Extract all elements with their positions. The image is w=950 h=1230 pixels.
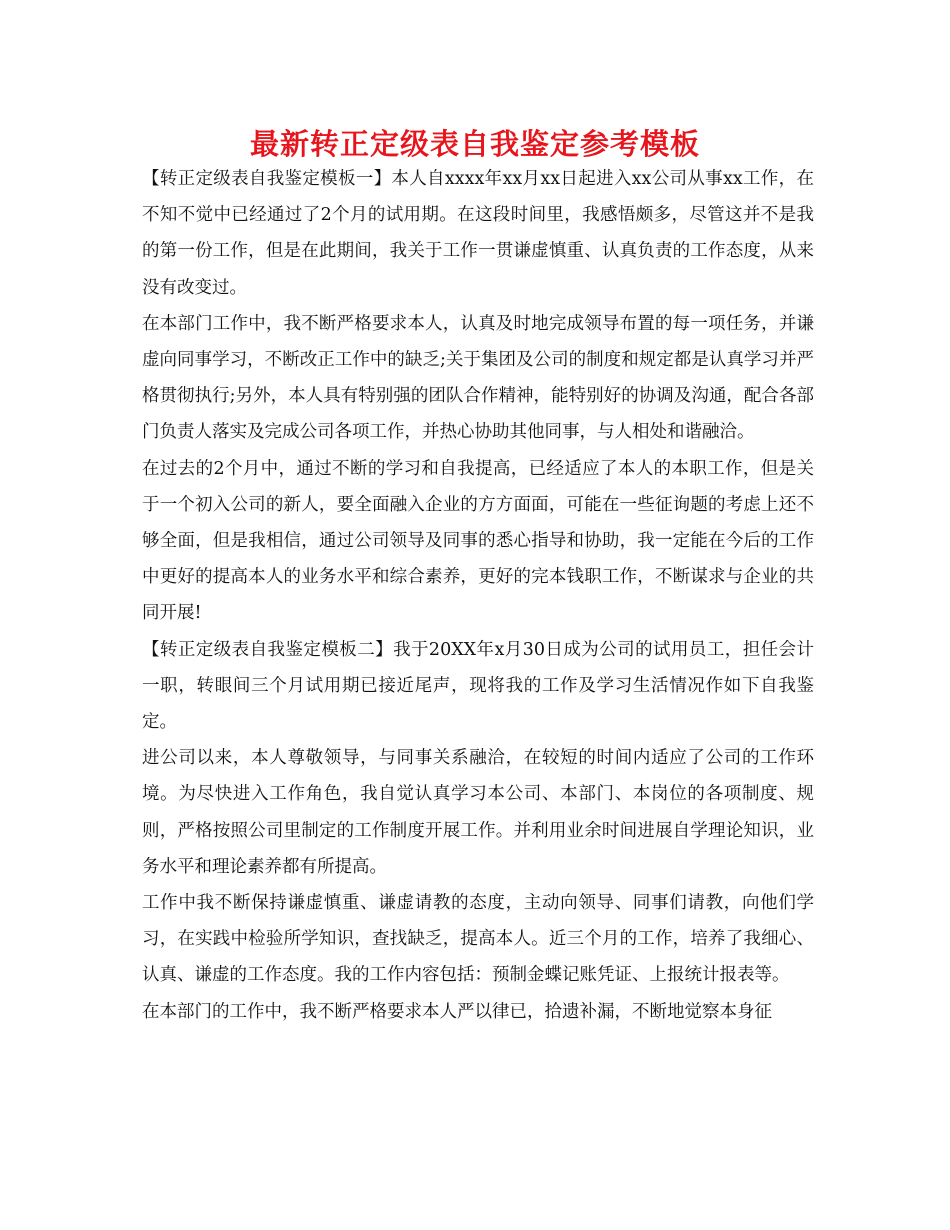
- paragraph-past-two-months: 在过去的2个月中，通过不断的学习和自我提高，已经适应了本人的本职工作，但是关于一个初入公司的新人，要全面融入企业的方方面面，可能在一些征询题的考虑上还不够全面，但是我相信，通过公司领导及同事的悉心指导和协助，我一定能在今后的工作中更好的提高本人的业务水平和综合素养，更好的完本钱职工作，不断谋求与企业的共同开展!: [142, 458, 814, 624]
- document-title: 最新转正定级表自我鉴定参考模板: [249, 127, 700, 161]
- paragraph-template-one-intro: 【转正定级表自我鉴定模板一】本人自xxxx年xx月xx日起进入xx公司从事xx工作，在不知不觉中已经通过了2个月的试用期。在这段时间里，我感悟颇多，尽管这并不是我的第一份工作，但是在此期间，我关于工作一贯谦虚慎重、认真负责的工作态度，从来没有改变过。: [142, 169, 814, 298]
- paragraph-since-joining: 进公司以来，本人尊敬领导，与同事关系融洽，在较短的时间内适应了公司的工作环境。为尽快进入工作角色，我自觉认真学习本公司、本部门、本岗位的各项制度、规则，严格按照公司里制定的工作制度开展工作。并利用业余时间进展自学理论知识，业务水平和理论素养都有所提高。: [142, 748, 814, 877]
- paragraph-department-work: 在本部门工作中，我不断严格要求本人，认真及时地完成领导布置的每一项任务，并谦虚向同事学习，不断改正工作中的缺乏;关于集团及公司的制度和规定都是认真学习并严格贯彻执行;另外，本人具有特别强的团队合作精神，能特别好的协调及沟通，配合各部门负责人落实及完成公司各项工作，并热心协助其他同事，与人相处和谐融洽。: [142, 313, 814, 443]
- paragraph-template-two-intro: 【转正定级表自我鉴定模板二】我于20XX年x月30日成为公司的试用员工，担任会计一职，转眼间三个月试用期已接近尾声，现将我的工作及学习生活情况作如下自我鉴定。: [142, 639, 814, 733]
- document-body: [142, 161, 814, 1030]
- paragraph-department-self-discipline: 在本部门的工作中，我不断严格要求本人严以律已，拾遗补漏，不断地觉察本身征: [142, 1001, 772, 1022]
- paragraph-work-attitude: 工作中我不断保持谦虚慎重、谦虚请教的态度，主动向领导、同事们请教，向他们学习，在实践中检验所学知识，查找缺乏，提高本人。近三个月的工作，培养了我细心、认真、谦虚的工作态度。我的工作内容包括：预制金蝶记账凭证、上报统计报表等。: [142, 893, 814, 986]
